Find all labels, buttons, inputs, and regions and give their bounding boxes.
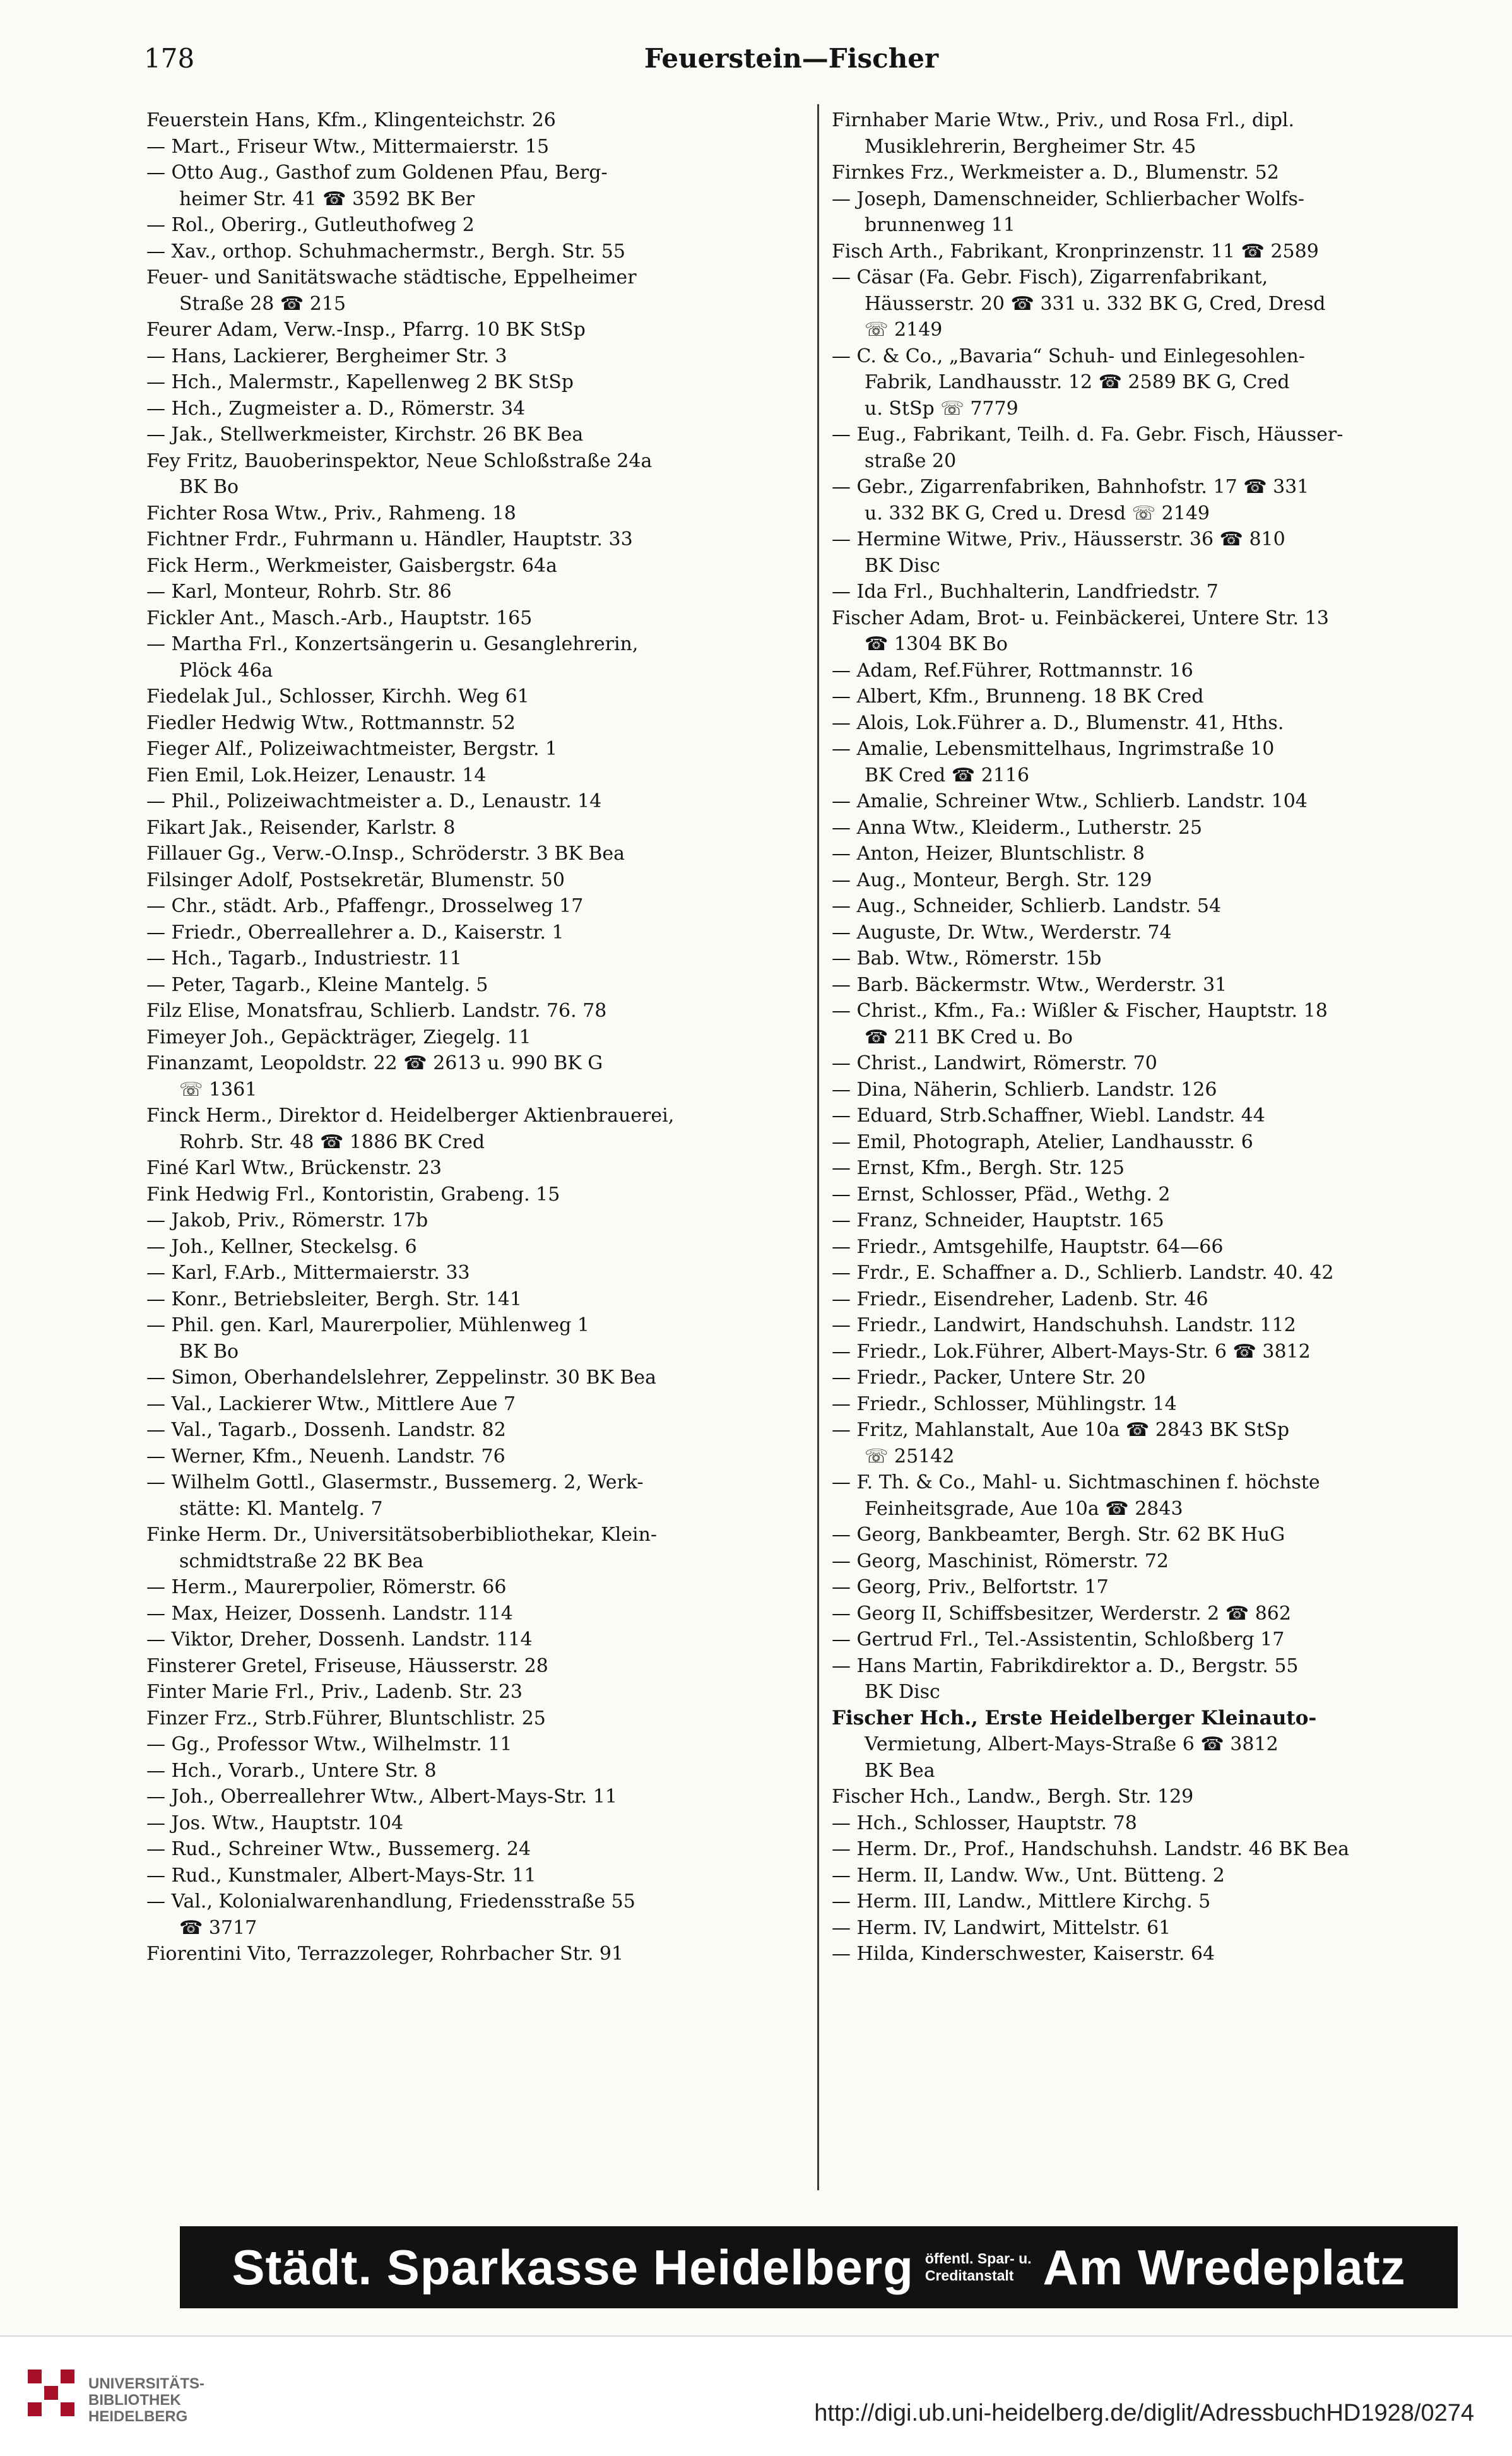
banner-subtitle-line1: öffentl. Spar- u.	[924, 2250, 1032, 2267]
directory-entry-line: BK Bea	[865, 1759, 935, 1782]
source-url-link[interactable]: http://digi.ub.uni-heidelberg.de/diglit/AdressbuchHD1928/0274	[814, 2400, 1474, 2426]
directory-entry-line: — Aug., Monteur, Bergh. Str. 129	[832, 869, 1152, 891]
university-library-logo-icon	[23, 2364, 80, 2421]
directory-entry-line: Fischer Hch., Erste Heidelberger Kleinauto-	[832, 1706, 1317, 1729]
directory-entry-line: — Dina, Näherin, Schlierb. Landstr. 126	[832, 1078, 1217, 1101]
directory-entry-line: — Ernst, Kfm., Bergh. Str. 125	[832, 1157, 1125, 1179]
directory-entry-line: — Friedr., Eisendreher, Ladenb. Str. 46	[832, 1288, 1208, 1310]
directory-entry-line: — Hch., Tagarb., Industriestr. 11	[146, 947, 462, 970]
directory-entry-line: — Anna Wtw., Kleiderm., Lutherstr. 25	[832, 816, 1203, 839]
directory-entry-line: — Val., Lackierer Wtw., Mittlere Aue 7	[146, 1392, 516, 1415]
directory-entry-line: straße 20	[865, 449, 957, 472]
directory-entry-line: — Hilda, Kinderschwester, Kaiserstr. 64	[832, 1943, 1215, 1965]
banner-subtitle-line2: Creditanstalt	[924, 2267, 1014, 2284]
directory-entry-line: BK Bo	[179, 476, 239, 498]
directory-entry-line: — Georg, Priv., Belfortstr. 17	[832, 1576, 1109, 1598]
directory-entry-line: BK Disc	[865, 1681, 940, 1703]
directory-entry-line: — Mart., Friseur Wtw., Mittermaierstr. 15	[146, 135, 550, 158]
directory-entry-line: Fikart Jak., Reisender, Karlstr. 8	[146, 816, 456, 839]
directory-entry-line: — Rud., Kunstmaler, Albert-Mays-Str. 11	[146, 1864, 536, 1887]
directory-entry-line: — Peter, Tagarb., Kleine Mantelg. 5	[146, 973, 488, 996]
directory-entry-line: Feurer Adam, Verw.-Insp., Pfarrg. 10 BK StSp	[146, 319, 586, 341]
directory-entry-line: Musiklehrerin, Bergheimer Str. 45	[865, 135, 1196, 158]
directory-entry-line: — Phil. gen. Karl, Maurerpolier, Mühlenweg 1	[146, 1314, 589, 1336]
directory-entry-line: — Barb. Bäckermstr. Wtw., Werderstr. 31	[832, 973, 1227, 996]
directory-entry-line: — Friedr., Amtsgehilfe, Hauptstr. 64—66	[832, 1235, 1224, 1258]
directory-entry-line: Fillauer Gg., Verw.-O.Insp., Schröderstr. 3 BK Bea	[146, 843, 625, 865]
directory-entry-line: ☏ 2149	[865, 319, 943, 341]
directory-entry-line: ☎ 211 BK Cred u. Bo	[865, 1026, 1073, 1048]
directory-entry-line: Filz Elise, Monatsfrau, Schlierb. Landstr. 76. 78	[146, 1000, 607, 1022]
directory-entry-line: — Gebr., Zigarrenfabriken, Bahnhofstr. 17 ☎ 331	[832, 476, 1309, 498]
directory-entry-line: Finzer Frz., Strb.Führer, Bluntschlistr. 25	[146, 1707, 546, 1729]
directory-entry-line: Fichter Rosa Wtw., Priv., Rahmeng. 18	[146, 502, 516, 525]
directory-entry-line: Fey Fritz, Bauoberinspektor, Neue Schloßstraße 24a	[146, 449, 653, 472]
logo-square	[44, 2386, 58, 2400]
directory-entry-line: — Karl, F.Arb., Mittermaierstr. 33	[146, 1262, 470, 1284]
directory-entry-line: — Jos. Wtw., Hauptstr. 104	[146, 1812, 404, 1834]
directory-entry-line: BK Cred ☎ 2116	[865, 764, 1030, 786]
left-column	[146, 107, 809, 1967]
directory-entry-line: — Christ., Kfm., Fa.: Wißler & Fischer, Hauptstr. 18	[832, 1000, 1328, 1022]
directory-entry-line: — Viktor, Dreher, Dossenh. Landstr. 114	[146, 1628, 533, 1651]
directory-entry-line: — Joseph, Damenschneider, Schlierbacher Wolfs-	[832, 187, 1304, 210]
directory-entry-line: Häusserstr. 20 ☎ 331 u. 332 BK G, Cred, Dresd	[865, 292, 1326, 315]
directory-entry-line: — Herm. III, Landw., Mittlere Kirchg. 5	[832, 1890, 1211, 1913]
directory-entry-line: Fimeyer Joh., Gepäckträger, Ziegelg. 11	[146, 1026, 531, 1048]
directory-entry-line: — Frdr., E. Schaffner a. D., Schlierb. Landstr. 40. 42	[832, 1262, 1334, 1284]
directory-entry-line: Fischer Adam, Brot- u. Feinbäckerei, Untere Str. 13	[832, 607, 1329, 629]
directory-entry-line: — Val., Tagarb., Dossenh. Landstr. 82	[146, 1419, 506, 1441]
directory-entry-line: — Amalie, Schreiner Wtw., Schlierb. Landstr. 104	[832, 790, 1308, 812]
directory-entry-line: — Simon, Oberhandelslehrer, Zeppelinstr. 30 BK Bea	[146, 1367, 657, 1389]
directory-entry-line: — Friedr., Landwirt, Handschuhsh. Landstr. 112	[832, 1314, 1296, 1336]
directory-entry-line: Rohrb. Str. 48 ☎ 1886 BK Cred	[179, 1130, 485, 1153]
directory-entry-line: Fick Herm., Werkmeister, Gaisbergstr. 64a	[146, 554, 557, 577]
logo-square	[28, 2402, 42, 2416]
library-name	[88, 2376, 204, 2425]
directory-entry-line: Finck Herm., Direktor d. Heidelberger Aktienbrauerei,	[146, 1105, 675, 1127]
page-title: Feuerstein—Fischer	[644, 43, 939, 74]
directory-entry-line: — Joh., Kellner, Steckelsg. 6	[146, 1235, 417, 1258]
directory-entry-line: — Auguste, Dr. Wtw., Werderstr. 74	[832, 921, 1172, 944]
directory-entry-line: — Hch., Zugmeister a. D., Römerstr. 34	[146, 397, 526, 420]
directory-entry-line: — Wilhelm Gottl., Glasermstr., Bussemerg. 2, Werk-	[146, 1471, 644, 1493]
directory-entry-line: — C. & Co., „Bavaria“ Schuh- und Einlegesohlen-	[832, 345, 1305, 367]
directory-entry-line: — Georg II, Schiffsbesitzer, Werderstr. 2 ☎ 862	[832, 1602, 1291, 1625]
directory-entry-line: Straße 28 ☎ 215	[179, 292, 346, 315]
directory-entry-line: — Herm. Dr., Prof., Handschuhsh. Landstr. 46 BK Bea	[832, 1838, 1350, 1860]
directory-entry-line: u. StSp ☏ 7779	[865, 397, 1019, 420]
directory-entry-line: stätte: Kl. Mantelg. 7	[179, 1497, 383, 1520]
directory-entry-line: — Konr., Betriebsleiter, Bergh. Str. 141	[146, 1288, 522, 1310]
directory-entry-line: Fickler Ant., Masch.-Arb., Hauptstr. 165	[146, 607, 533, 629]
directory-entry-line: — Aug., Schneider, Schlierb. Landstr. 54	[832, 895, 1222, 917]
directory-entry-line: — Karl, Monteur, Rohrb. Str. 86	[146, 581, 452, 603]
directory-entry-line: Fiorentini Vito, Terrazzoleger, Rohrbacher Str. 91	[146, 1943, 624, 1965]
directory-entry-line: — Bab. Wtw., Römerstr. 15b	[832, 947, 1102, 970]
logo-square	[61, 2370, 74, 2383]
banner-subtitle	[925, 2250, 1032, 2284]
directory-entry-line: Fiedelak Jul., Schlosser, Kirchh. Weg 61	[146, 685, 529, 708]
directory-entry-line: — Herm., Maurerpolier, Römerstr. 66	[146, 1576, 507, 1598]
directory-entry-line: ☏ 1361	[179, 1078, 257, 1101]
directory-entry-line: u. 332 BK G, Cred u. Dresd ☏ 2149	[865, 502, 1210, 525]
directory-entry-line: Finsterer Gretel, Friseuse, Häusserstr. 28	[146, 1654, 548, 1677]
directory-entry-line: heimer Str. 41 ☎ 3592 BK Ber	[179, 187, 475, 210]
directory-entry-line: — Rol., Oberirg., Gutleuthofweg 2	[146, 214, 475, 236]
library-name-line2: BIBLIOTHEK	[88, 2392, 181, 2409]
directory-entry-line: — Phil., Polizeiwachtmeister a. D., Lenaustr. 14	[146, 790, 602, 812]
banner-text: Städt. Sparkasse Heidelberg	[232, 2239, 914, 2295]
directory-entry-line: — Herm. IV, Landwirt, Mittelstr. 61	[832, 1916, 1171, 1939]
directory-entry-line: — Emil, Photograph, Atelier, Landhausstr. 6	[832, 1130, 1253, 1153]
directory-entry-line: — Val., Kolonialwarenhandlung, Friedensstraße 55	[146, 1890, 635, 1913]
directory-entry-line: — Cäsar (Fa. Gebr. Fisch), Zigarrenfabrikant,	[832, 266, 1268, 288]
directory-entry-line: — Ernst, Schlosser, Pfäd., Wethg. 2	[832, 1183, 1171, 1206]
directory-entry-line: — Ida Frl., Buchhalterin, Landfriedstr. 7	[832, 581, 1219, 603]
directory-entry-line: — Georg, Bankbeamter, Bergh. Str. 62 BK HuG	[832, 1524, 1285, 1546]
directory-entry-line: ☎ 1304 BK Bo	[865, 633, 1008, 655]
directory-entry-line: Plöck 46a	[179, 659, 273, 682]
directory-entry-line: — Eug., Fabrikant, Teilh. d. Fa. Gebr. Fisch, Häusser-	[832, 424, 1344, 446]
directory-entry-line: — Eduard, Strb.Schaffner, Wiebl. Landstr. 44	[832, 1105, 1265, 1127]
directory-entry-line: — Hans, Lackierer, Bergheimer Str. 3	[146, 345, 507, 367]
directory-entry-line: — Gertrud Frl., Tel.-Assistentin, Schloßberg 17	[832, 1628, 1285, 1651]
directory-entry-line: — Hch., Schlosser, Hauptstr. 78	[832, 1812, 1137, 1834]
directory-entry-line: Feuer- und Sanitätswache städtische, Eppelheimer	[146, 266, 637, 288]
directory-entry-line: ☎ 3717	[179, 1916, 257, 1939]
directory-entry-line: — Friedr., Schlosser, Mühlingstr. 14	[832, 1392, 1177, 1415]
directory-entry-line: — Chr., städt. Arb., Pfaffengr., Drosselweg 17	[146, 895, 584, 917]
directory-entry-line: Finanzamt, Leopoldstr. 22 ☎ 2613 u. 990 BK G	[146, 1052, 603, 1074]
directory-entry-line: — Friedr., Oberreallehrer a. D., Kaiserstr. 1	[146, 921, 564, 944]
directory-entry-line: Feuerstein Hans, Kfm., Klingenteichstr. 26	[146, 109, 556, 131]
sparkasse-advertisement	[180, 2226, 1458, 2308]
directory-entry-line: — Friedr., Packer, Untere Str. 20	[832, 1367, 1146, 1389]
directory-entry-line: — Joh., Oberreallehrer Wtw., Albert-Mays-Str. 11	[146, 1786, 618, 1808]
directory-entry-line: — Alois, Lok.Führer a. D., Blumenstr. 41, Hths.	[832, 711, 1284, 734]
banner-location: Am Wredeplatz	[1042, 2239, 1406, 2295]
directory-entry-line: Firnhaber Marie Wtw., Priv., und Rosa Frl., dipl.	[832, 109, 1295, 131]
directory-entry-line: Filsinger Adolf, Postsekretär, Blumenstr. 50	[146, 869, 565, 891]
directory-entry-line: — Hermine Witwe, Priv., Häusserstr. 36 ☎ 810	[832, 528, 1285, 550]
library-name-line3: HEIDELBERG	[88, 2408, 188, 2425]
directory-entry-line: ☏ 25142	[865, 1445, 955, 1468]
directory-entry-line: — Werner, Kfm., Neuenh. Landstr. 76	[146, 1445, 505, 1468]
directory-entry-line: Fabrik, Landhausstr. 12 ☎ 2589 BK G, Cred	[865, 371, 1290, 393]
directory-entry-line: — Hans Martin, Fabrikdirektor a. D., Bergstr. 55	[832, 1654, 1299, 1677]
directory-entry-line: — Anton, Heizer, Bluntschlistr. 8	[832, 843, 1145, 865]
directory-entry-line: BK Disc	[865, 554, 940, 577]
directory-entry-line: brunnenweg 11	[865, 214, 1015, 236]
directory-entry-line: schmidtstraße 22 BK Bea	[179, 1550, 424, 1572]
directory-entry-line: — Hch., Malermstr., Kapellenweg 2 BK StSp	[146, 371, 574, 393]
directory-entry-line: — Albert, Kfm., Brunneng. 18 BK Cred	[832, 685, 1204, 708]
library-name-line1: UNIVERSITÄTS-	[88, 2375, 205, 2392]
directory-entry-line: Vermietung, Albert-Mays-Straße 6 ☎ 3812	[865, 1733, 1279, 1755]
directory-entry-line: Firnkes Frz., Werkmeister a. D., Blumenstr. 52	[832, 162, 1279, 184]
directory-entry-line: Fichtner Frdr., Fuhrmann u. Händler, Hauptstr. 33	[146, 528, 633, 550]
directory-entry-line: — Rud., Schreiner Wtw., Bussemerg. 24	[146, 1838, 531, 1860]
directory-entry-line: Fisch Arth., Fabrikant, Kronprinzenstr. 11 ☎ 2589	[832, 240, 1319, 263]
directory-entry-line: BK Bo	[179, 1340, 239, 1363]
directory-entry-line: Fieger Alf., Polizeiwachtmeister, Bergstr. 1	[146, 738, 558, 760]
directory-entry-line: — Otto Aug., Gasthof zum Goldenen Pfau, Berg-	[146, 162, 608, 184]
directory-entry-line: Fink Hedwig Frl., Kontoristin, Grabeng. 15	[146, 1183, 560, 1206]
directory-entry-line: — F. Th. & Co., Mahl- u. Sichtmaschinen f. höchste	[832, 1471, 1320, 1493]
directory-entry-line: — Gg., Professor Wtw., Wilhelmstr. 11	[146, 1733, 512, 1755]
directory-entry-line: — Adam, Ref.Führer, Rottmannstr. 16	[832, 659, 1193, 682]
directory-entry-line: Finter Marie Frl., Priv., Ladenb. Str. 23	[146, 1681, 523, 1703]
directory-entry-line: Fischer Hch., Landw., Bergh. Str. 129	[832, 1786, 1194, 1808]
directory-entry-line: Finé Karl Wtw., Brückenstr. 23	[146, 1157, 442, 1179]
right-column	[832, 107, 1472, 1967]
directory-entry-line: — Xav., orthop. Schuhmachermstr., Bergh. Str. 55	[146, 240, 625, 263]
directory-entry-line: — Max, Heizer, Dossenh. Landstr. 114	[146, 1602, 513, 1625]
page-number: 178	[144, 43, 195, 74]
directory-entry-line: — Jak., Stellwerkmeister, Kirchstr. 26 BK Bea	[146, 424, 584, 446]
viewer-footer	[0, 2335, 1512, 2456]
logo-square	[61, 2402, 74, 2416]
directory-entry-line: — Georg, Maschinist, Römerstr. 72	[832, 1550, 1169, 1572]
directory-entry-line: Fiedler Hedwig Wtw., Rottmannstr. 52	[146, 711, 516, 734]
directory-entry-line: — Martha Frl., Konzertsängerin u. Gesanglehrerin,	[146, 633, 639, 655]
directory-entry-line: — Herm. II, Landw. Ww., Unt. Bütteng. 2	[832, 1864, 1225, 1887]
directory-entry-line: Fien Emil, Lok.Heizer, Lenaustr. 14	[146, 764, 487, 786]
directory-entry-line: — Jakob, Priv., Römerstr. 17b	[146, 1209, 428, 1231]
column-divider	[817, 104, 819, 2190]
directory-entry-line: — Amalie, Lebensmittelhaus, Ingrimstraße 10	[832, 738, 1275, 760]
logo-square	[28, 2370, 42, 2383]
directory-entry-line: Finke Herm. Dr., Universitätsoberbibliothekar, Klein-	[146, 1524, 658, 1546]
directory-entry-line: — Fritz, Mahlanstalt, Aue 10a ☎ 2843 BK StSp	[832, 1419, 1290, 1441]
directory-entry-line: — Friedr., Lok.Führer, Albert-Mays-Str. 6 ☎ 3812	[832, 1340, 1311, 1363]
page-header	[144, 43, 1439, 81]
directory-entry-line: — Christ., Landwirt, Römerstr. 70	[832, 1052, 1157, 1074]
directory-entry-line: Feinheitsgrade, Aue 10a ☎ 2843	[865, 1497, 1183, 1520]
directory-entry-line: — Franz, Schneider, Hauptstr. 165	[832, 1209, 1164, 1231]
directory-entry-line: — Hch., Vorarb., Untere Str. 8	[146, 1759, 437, 1782]
